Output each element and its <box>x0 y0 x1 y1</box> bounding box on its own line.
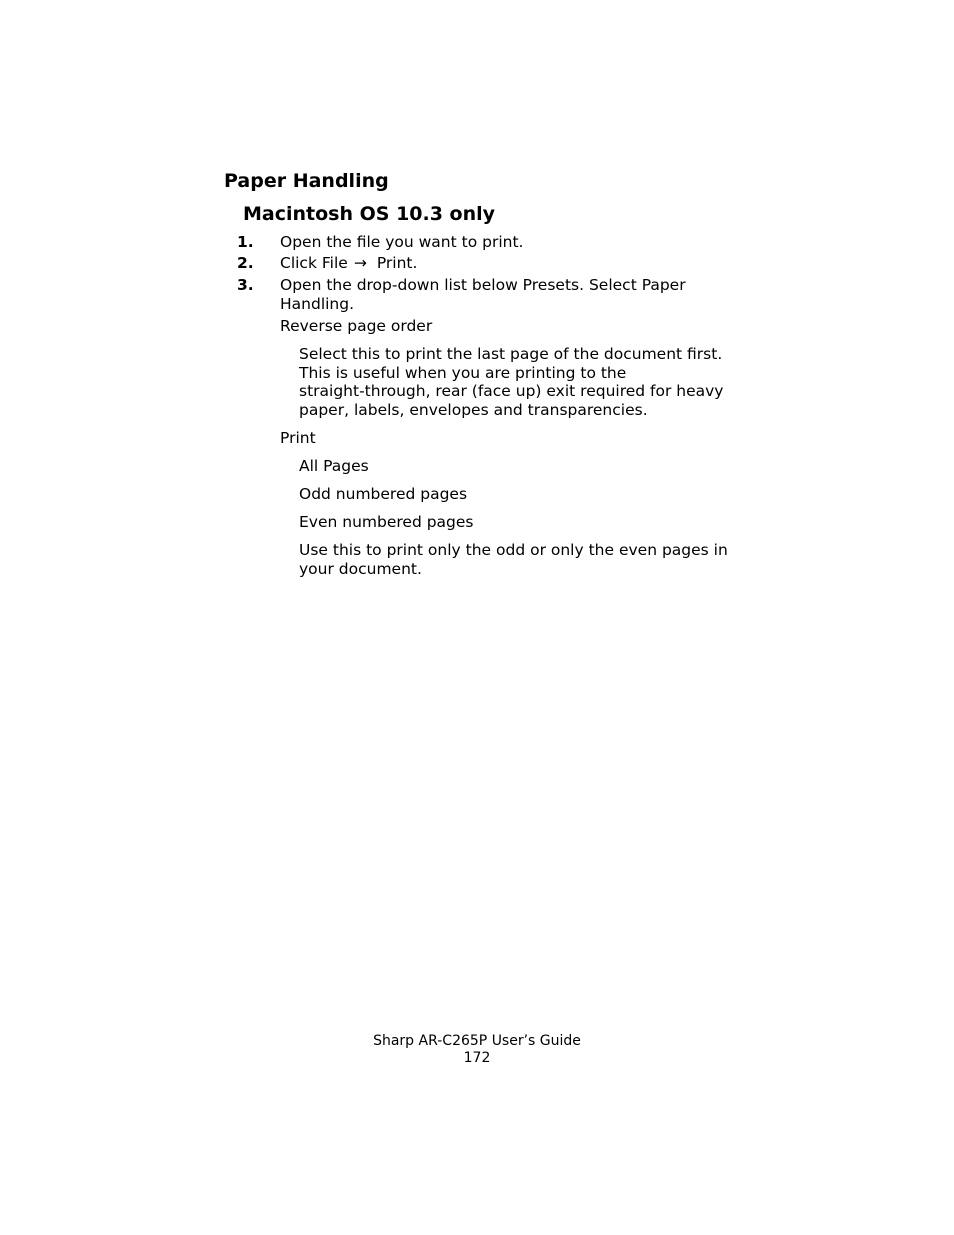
section-title: Paper Handling <box>224 170 389 192</box>
print-option-odd-pages: Odd numbered pages <box>299 485 468 503</box>
reverse-description-line-1: Select this to print the last page of the document first. <box>299 345 723 363</box>
print-note-line-2: your document. <box>299 560 422 578</box>
subsection-title: Macintosh OS 10.3 only <box>243 203 496 225</box>
step-1-text: Open the file you want to print. <box>280 233 524 251</box>
reverse-description-line-3: straight-through, rear (face up) exit required for heavy <box>299 382 724 400</box>
step-2-number: 2. <box>237 254 254 272</box>
step-3-number: 3. <box>237 276 254 294</box>
step-1-number: 1. <box>237 233 254 251</box>
print-option-even-pages: Even numbered pages <box>299 513 474 531</box>
reverse-page-order-label: Reverse page order <box>280 317 433 335</box>
step-2-text-before: Click File <box>280 254 348 272</box>
arrow-right-icon: → <box>353 254 367 272</box>
reverse-description-line-2: This is useful when you are printing to the <box>299 364 627 382</box>
print-option-all-pages: All Pages <box>299 457 369 475</box>
footer-guide-title: Sharp AR-C265P User’s Guide <box>373 1033 581 1049</box>
step-3-line-2: Handling. <box>280 295 355 313</box>
print-note-line-1: Use this to print only the odd or only the even pages in <box>299 541 728 559</box>
print-label: Print <box>280 429 316 447</box>
step-3-line-1: Open the drop-down list below Presets. Select Paper <box>280 276 686 294</box>
reverse-description-line-4: paper, labels, envelopes and transparencies. <box>299 401 648 419</box>
step-2-text <box>280 254 417 273</box>
step-2-text-after: Print. <box>376 254 418 272</box>
footer-page-number: 172 <box>463 1050 491 1066</box>
